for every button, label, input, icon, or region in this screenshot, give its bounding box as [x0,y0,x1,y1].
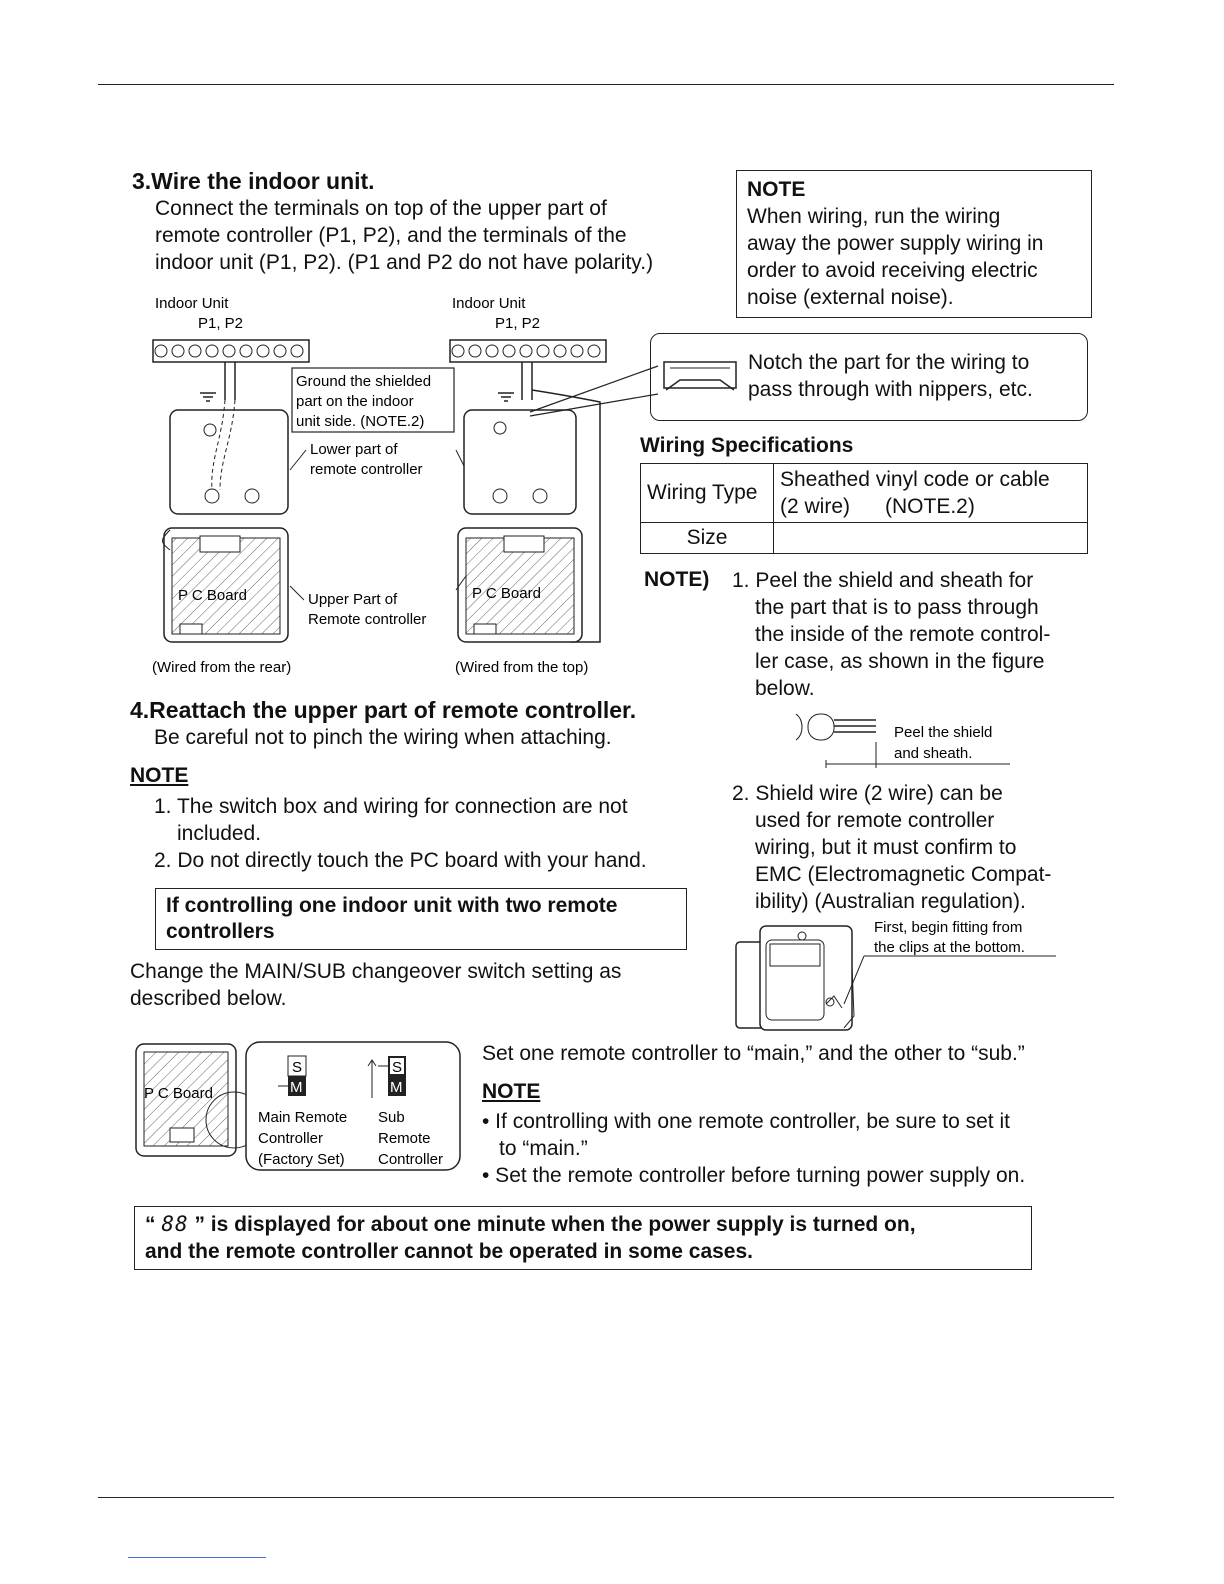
note-r2-line-2: used for remote controller [755,809,995,832]
bottom-rule [98,1497,1114,1498]
set-one-bullet-1b: to “main.” [499,1137,588,1160]
switch-sub-m: M [390,1079,403,1096]
two-remote-box [155,888,687,950]
fig-indoor-unit-right: Indoor Unit [452,295,526,312]
section-4-text: Be careful not to pinch the wiring when attaching. [154,726,612,749]
switch-pcboard: P C Board [144,1085,213,1102]
fig-wired-rear: (Wired from the rear) [152,659,292,676]
power-on-line-1 [145,1211,1021,1238]
note-left-item-1: 1. The switch box and wiring for connection are not [154,795,628,818]
notch-leader-lines [520,360,670,420]
note-box [736,170,1092,318]
fitting-figure [734,916,1064,1036]
change-line-1: Change the MAIN/SUB changeover switch setting as [130,960,622,983]
fig-ground-line-2: part on the indoor [296,393,414,410]
note-left-item-2: 2. Do not directly touch the PC board with your hand. [154,849,647,872]
table-row [641,464,1088,523]
note-left-item-1b: included. [177,822,262,845]
wiring-type-label: Wiring Type [641,464,774,523]
note-r2-line-4: EMC (Electromagnetic Compat- [755,863,1052,886]
note-box-text [747,203,1081,311]
note-left-title: NOTE [130,764,189,787]
size-value [774,523,1088,554]
fit-line-1: First, begin fitting from [874,919,1023,936]
note-r1-line-2: the part that is to pass through [755,596,1039,619]
section-3-line-2: remote controller (P1, P2), and the terminals of the [155,224,627,247]
section-4-title: 4.Reattach the upper part of remote controller. [130,697,637,723]
change-line-2: described below. [130,987,287,1010]
notch-line-2: pass through with nippers, etc. [748,378,1033,401]
switch-figure [134,1040,466,1175]
note-r1-line-5: below. [755,677,815,700]
switch-main-line-2: Controller [258,1130,324,1147]
set-one-bullets [482,1108,1025,1189]
note-r1-line-3: the inside of the remote control- [755,623,1051,646]
fig-upper-line-2: Remote controller [308,611,427,628]
note-box-line-1: When wiring, run the wiring [747,205,1001,228]
table-row [641,523,1088,554]
fig-indoor-unit-left: Indoor Unit [155,295,229,312]
wiring-type-value-1: Sheathed vinyl code or cable [780,468,1050,491]
fig-lower-line-2: remote controller [310,461,423,478]
switch-main-line-3: (Factory Set) [258,1151,345,1168]
section-3-text [155,195,653,276]
wiring-figure [130,290,670,690]
note-box-line-4: noise (external noise). [747,286,954,309]
wiring-type-value [774,464,1088,523]
open-quote: “ [145,1213,156,1236]
fig-wired-top: (Wired from the top) [455,659,589,676]
wiring-spec-title: Wiring Specifications [640,434,854,457]
note-left-items [154,793,647,874]
power-on-line-2: and the remote controller cannot be operated in some cases. [145,1240,753,1263]
section-3-title: 3.Wire the indoor unit. [132,168,375,194]
fig-lower-line-1: Lower part of [310,441,398,458]
peel-line-2: and sheath. [894,745,973,762]
terminal-strip-right [450,340,606,362]
notch-line-1: Notch the part for the wiring to [748,351,1030,374]
two-remote-line-1: If controlling one indoor unit with two remote [166,894,618,917]
notes-right-item-2 [732,780,1051,915]
power-on-box [134,1206,1032,1270]
note-r2-line-3: wiring, but it must confirm to [755,836,1017,859]
notes-right-label: NOTE) [644,568,710,591]
note-r2-line-1: 2. Shield wire (2 wire) can be [732,782,1003,805]
section-3-line-1: Connect the terminals on top of the upper part of [155,197,607,220]
switch-sub-line-3: Controller [378,1151,444,1168]
segment-display-icon: 88 [161,1212,189,1236]
terminal-strip-left [153,340,309,362]
switch-sub-s: S [392,1059,403,1076]
set-one-bullet-1: • If controlling with one remote controller, be sure to set it [482,1110,1010,1133]
notch-text [748,349,1033,403]
note-box-line-3: order to avoid receiving electric [747,259,1038,282]
peel-wire-figure [790,706,1020,776]
note-box-title: NOTE [747,178,806,201]
note-r1-line-1: 1. Peel the shield and sheath for [732,569,1034,592]
switch-sub-line-1: Sub [378,1109,405,1126]
notch-icon [660,352,742,398]
fig-pcboard-right: P C Board [472,585,541,602]
fit-line-2: the clips at the bottom. [874,939,1025,956]
peel-line-1: Peel the shield [894,724,993,741]
fig-p-right: P1, P2 [495,315,541,332]
set-one-note-title: NOTE [482,1080,541,1103]
fig-upper-line-1: Upper Part of [308,591,398,608]
set-one-text: Set one remote controller to “main,” and the other to “sub.” [482,1042,1025,1065]
switch-sub-line-2: Remote [378,1130,431,1147]
switch-main-line-1: Main Remote [258,1109,348,1126]
notes-right-item-1 [732,567,1050,702]
wiring-type-value-2: (2 wire) (NOTE.2) [780,495,975,518]
size-label: Size [641,523,774,554]
section-3-line-3: indoor unit (P1, P2). (P1 and P2 do not have polarity.) [155,251,654,274]
switch-main-s: S [292,1059,303,1076]
fig-pcboard-left: P C Board [178,587,247,604]
fig-ground-line-3: unit side. (NOTE.2) [296,413,425,430]
power-on-text-1: ” is displayed for about one minute when the power supply is turned on, [188,1213,916,1236]
note-r1-line-4: ler case, as shown in the figure [755,650,1045,673]
set-one-bullet-2: • Set the remote controller before turning power supply on. [482,1164,1026,1187]
top-rule [98,84,1114,85]
two-remote-line-2: controllers [166,920,275,943]
footer-link-underline [128,1557,266,1558]
wiring-spec-table [640,463,1088,554]
note-box-line-2: away the power supply wiring in [747,232,1044,255]
change-text [130,958,621,1012]
fig-ground-line-1: Ground the shielded [296,373,432,390]
switch-main-m: M [290,1079,303,1096]
note-r2-line-5: ibility) (Australian regulation). [755,890,1026,913]
fig-p-left: P1, P2 [198,315,244,332]
